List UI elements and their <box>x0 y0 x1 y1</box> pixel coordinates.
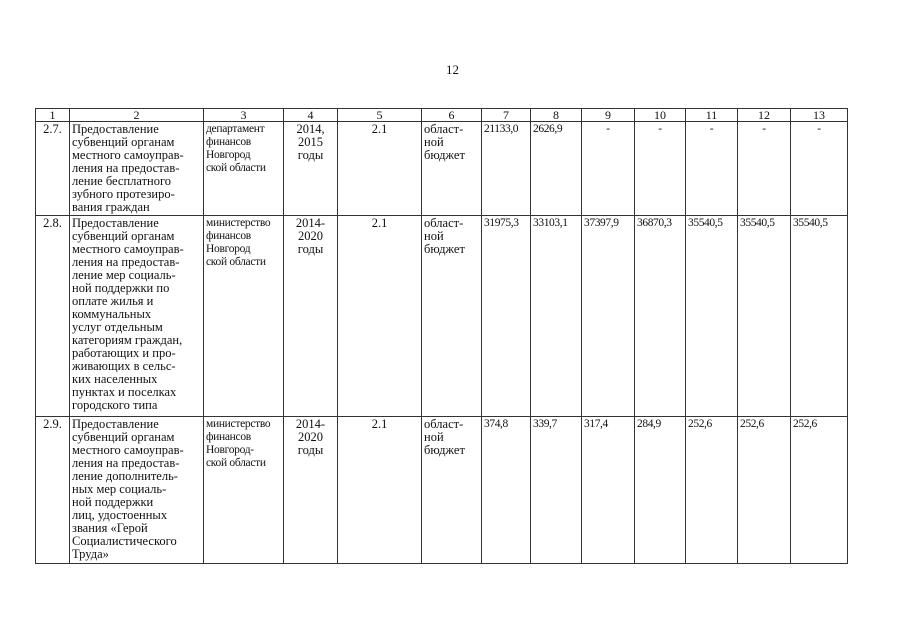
page-number: 12 <box>446 62 459 77</box>
text-line: годы <box>297 443 324 457</box>
text-line: вания граждан <box>72 200 150 214</box>
text-line: местного самоуправ- <box>72 443 184 457</box>
text-line: ление мер социаль- <box>72 268 176 282</box>
text-line: 2015 <box>298 135 323 149</box>
column-header: 2 <box>70 109 204 122</box>
funding-value: - <box>686 122 738 216</box>
target-indicator: 2.1 <box>338 417 422 564</box>
funding-value: - <box>635 122 686 216</box>
text-line: ных мер социаль- <box>72 482 167 496</box>
text-line: работающих и про- <box>72 346 176 360</box>
funding-value: 37397,9 <box>582 216 635 417</box>
text-line: ление дополнитель- <box>72 469 178 483</box>
target-indicator: 2.1 <box>338 216 422 417</box>
text-line: местного самоуправ- <box>72 148 184 162</box>
text-line: Труда» <box>72 547 109 561</box>
column-header: 13 <box>791 109 848 122</box>
column-header: 3 <box>204 109 284 122</box>
row-number: 2.8. <box>36 216 70 417</box>
funding-value: 2626,9 <box>531 122 582 216</box>
funding-value: - <box>582 122 635 216</box>
text-line: ной <box>424 229 444 243</box>
funding-source <box>422 122 482 216</box>
text-line: ких населенных <box>72 372 158 386</box>
text-line: 2014- <box>295 216 326 230</box>
text-line: 2014, <box>296 122 325 136</box>
text-line: област- <box>424 417 464 431</box>
text-line: област- <box>424 122 464 136</box>
text-line: субвенций органам <box>72 135 175 149</box>
funding-value: - <box>791 122 848 216</box>
funding-value: 35540,5 <box>686 216 738 417</box>
text-line: ной <box>424 430 444 444</box>
text-line: Новгород <box>206 243 251 255</box>
text-line: ской области <box>206 256 266 268</box>
text-line: бюджет <box>424 148 465 162</box>
column-header: 8 <box>531 109 582 122</box>
column-header: 11 <box>686 109 738 122</box>
text-line: ной поддержки по <box>72 281 170 295</box>
text-line: ление бесплатного <box>72 174 172 188</box>
text-line: местного самоуправ- <box>72 242 184 256</box>
row-number: 2.7. <box>36 122 70 216</box>
text-line: субвенций органам <box>72 430 175 444</box>
text-line: департамент <box>206 123 265 135</box>
text-line: финансов <box>206 431 251 443</box>
text-line: ной <box>424 135 444 149</box>
budget-table <box>35 108 848 564</box>
text-line: област- <box>424 216 464 230</box>
text-line: субвенций органам <box>72 229 175 243</box>
text-line: ления на предостав- <box>72 255 180 269</box>
text-line: финансов <box>206 230 251 242</box>
text-line: 2020 <box>298 229 323 243</box>
funding-value: - <box>738 122 791 216</box>
funding-value: 36870,3 <box>635 216 686 417</box>
text-line: оплате жилья и <box>72 294 154 308</box>
column-header: 1 <box>36 109 70 122</box>
text-line: финансов <box>206 136 251 148</box>
funding-value: 252,6 <box>791 417 848 564</box>
text-line: годы <box>297 242 324 256</box>
column-header: 7 <box>482 109 531 122</box>
text-line: бюджет <box>424 443 465 457</box>
funding-value: 374,8 <box>482 417 531 564</box>
text-line: Новгород- <box>206 444 254 456</box>
row-number: 2.9. <box>36 417 70 564</box>
text-line: годы <box>297 148 324 162</box>
text-line: ской области <box>206 457 266 469</box>
funding-value: 339,7 <box>531 417 582 564</box>
text-line: министерство <box>206 217 271 229</box>
funding-value: 252,6 <box>738 417 791 564</box>
text-line: живающих в сельс- <box>72 359 176 373</box>
measure-name <box>70 216 204 417</box>
funding-value: 252,6 <box>686 417 738 564</box>
text-line: услуг отдельным <box>72 320 163 334</box>
text-line: ления на предостав- <box>72 161 180 175</box>
measure-name <box>70 122 204 216</box>
table-row <box>36 417 848 564</box>
text-line: Предоставление <box>72 216 159 230</box>
column-header: 12 <box>738 109 791 122</box>
column-header: 4 <box>284 109 338 122</box>
text-line: зубного протезиро- <box>72 187 175 201</box>
table-row <box>36 216 848 417</box>
header-row <box>36 109 848 122</box>
text-line: Новгород <box>206 149 251 161</box>
text-line: городского типа <box>72 398 158 412</box>
text-line: коммунальных <box>72 307 152 321</box>
text-line: бюджет <box>424 242 465 256</box>
executor <box>204 122 284 216</box>
funding-value: 35540,5 <box>738 216 791 417</box>
text-line: 2014- <box>295 417 326 431</box>
implementation-years <box>284 417 338 564</box>
text-line: ской области <box>206 162 266 174</box>
text-line: министерство <box>206 418 271 430</box>
text-line: ления на предостав- <box>72 456 180 470</box>
text-line: пунктах и поселках <box>72 385 177 399</box>
target-indicator: 2.1 <box>338 122 422 216</box>
text-line: Предоставление <box>72 417 159 431</box>
executor <box>204 216 284 417</box>
funding-source <box>422 417 482 564</box>
text-line: Предоставление <box>72 122 159 136</box>
text-line: категориям граждан, <box>72 333 183 347</box>
column-header: 10 <box>635 109 686 122</box>
text-line: Социалистического <box>72 534 177 548</box>
implementation-years <box>284 216 338 417</box>
text-line: 2020 <box>298 430 323 444</box>
measure-name <box>70 417 204 564</box>
column-header: 6 <box>422 109 482 122</box>
implementation-years <box>284 122 338 216</box>
executor <box>204 417 284 564</box>
funding-value: 21133,0 <box>482 122 531 216</box>
text-line: лиц, удостоенных <box>72 508 168 522</box>
funding-value: 31975,3 <box>482 216 531 417</box>
text-line: звания «Герой <box>72 521 148 535</box>
table-row <box>36 122 848 216</box>
column-header: 5 <box>338 109 422 122</box>
column-header: 9 <box>582 109 635 122</box>
funding-value: 284,9 <box>635 417 686 564</box>
funding-source <box>422 216 482 417</box>
text-line: ной поддержки <box>72 495 154 509</box>
funding-value: 35540,5 <box>791 216 848 417</box>
funding-value: 317,4 <box>582 417 635 564</box>
funding-value: 33103,1 <box>531 216 582 417</box>
